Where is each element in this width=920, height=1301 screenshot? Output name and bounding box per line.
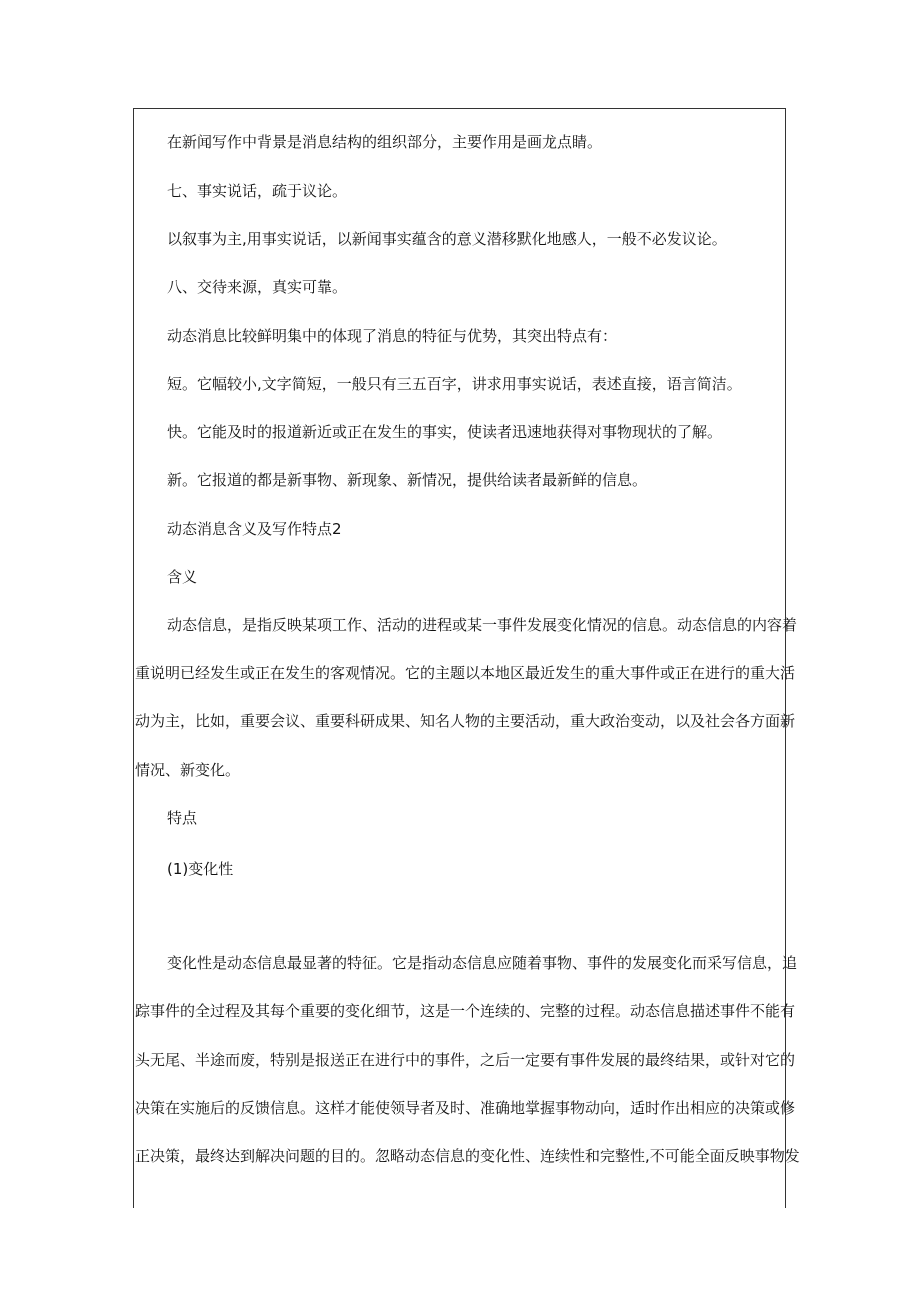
- paragraph-line: 动为主，比如，重要会议、重要科研成果、知名人物的主要活动，重大政治变动，以及社会各方面新: [135, 712, 796, 730]
- subheading-features: 特点: [167, 809, 198, 827]
- paragraph-line: 头无尾、半途而废，特别是报送正在进行中的事件，之后一定要有事件发展的最终结果，或针对它的: [135, 1051, 796, 1069]
- paragraph-line: 踪事件的全过程及其每个重要的变化细节，这是一个连续的、完整的过程。动态信息描述事件不能有: [135, 1002, 796, 1020]
- section-heading-7: 七、事实说话，疏于议论。: [167, 182, 348, 200]
- text-line: 以叙事为主,用事实说话，以新闻事实蕴含的意义潜移默化地感人，一般不必发议论。: [167, 230, 727, 248]
- paragraph-line: 变化性是动态信息最显著的特征。它是指动态信息应随着事物、事件的发展变化而采写信息，追: [167, 954, 798, 972]
- section-heading-8: 八、交待来源，真实可靠。: [167, 278, 348, 296]
- subheading-meaning: 含义: [167, 568, 198, 586]
- page-frame: [133, 108, 800, 1208]
- text-line: 快。它能及时的报道新近或正在发生的事实，使读者迅速地获得对事物现状的了解。: [167, 423, 723, 441]
- text-line: 在新闻写作中背景是消息结构的组织部分，主要作用是画龙点睛。: [167, 133, 603, 151]
- text-line: 动态消息比较鲜明集中的体现了消息的特征与优势，其突出特点有：: [167, 327, 618, 345]
- text-line: 短。它幅较小,文字简短，一般只有三五百字，讲求用事实说话，表述直接，语言简洁。: [167, 375, 742, 393]
- paragraph-line: 正决策，最终达到解决问题的目的。忽略动态信息的变化性、连续性和完整性,不可能全面反映事物发: [135, 1147, 800, 1165]
- paragraph-line: 重说明已经发生或正在发生的客观情况。它的主题以本地区最近发生的重大事件或正在进行的重大活: [135, 664, 796, 682]
- paragraph-line: 决策在实施后的反馈信息。这样才能使领导者及时、准确地掌握事物动向，适时作出相应的决策或修: [135, 1099, 796, 1117]
- paragraph-line: 动态信息，是指反映某项工作、活动的进程或某一事件发展变化情况的信息。动态信息的内容着: [167, 616, 798, 634]
- subheading-change: (1)变化性: [167, 860, 234, 878]
- paragraph-line: 情况、新变化。: [135, 761, 241, 779]
- text-line: 新。它报道的都是新事物、新现象、新情况，提供给读者最新鲜的信息。: [167, 471, 648, 489]
- article-title: 动态消息含义及写作特点2: [167, 520, 342, 538]
